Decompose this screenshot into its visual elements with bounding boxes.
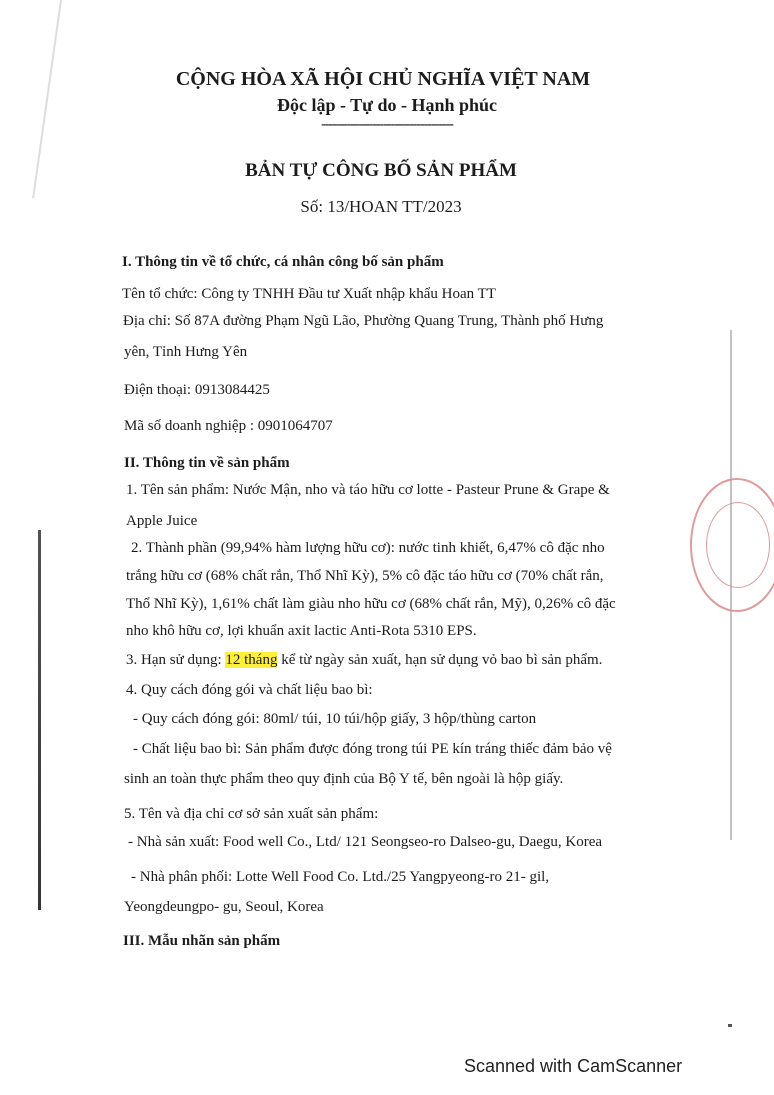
packaging-heading: 4. Quy cách đóng gói và chất liệu bao bì:	[126, 682, 373, 698]
ingredients-line3: Thổ Nhĩ Kỳ), 1,61% chất làm giàu nho hữu cơ (68% chất rắn, Mỹ), 0,26% cô đặc	[126, 596, 616, 612]
org-address-line1: Địa chỉ: Số 87A đường Phạm Ngũ Lão, Phường Quang Trung, Thành phố Hưng	[123, 313, 604, 329]
section3-heading: III. Mẫu nhãn sản phẩm	[123, 933, 281, 949]
manufacturer: - Nhà sản xuất: Food well Co., Ltd/ 121 Seongseo-ro Dalseo-gu, Daegu, Korea	[128, 834, 603, 850]
distributor-line2: Yeongdeungpo- gu, Seoul, Korea	[124, 899, 324, 915]
ingredients-line4: nho khô hữu cơ, lợi khuẩn axit lactic Anti-Rota 5310 EPS.	[126, 623, 477, 639]
scan-edge-left	[38, 530, 41, 910]
packaging-material-line1: - Chất liệu bao bì: Sản phẩm được đóng trong túi PE kín tráng thiếc đảm bảo vệ	[133, 741, 612, 757]
national-motto: Độc lập - Tự do - Hạnh phúc	[276, 95, 498, 115]
org-address-line2: yên, Tỉnh Hưng Yên	[124, 344, 248, 360]
distributor-line1: - Nhà phân phối: Lotte Well Food Co. Ltd./25 Yangpyeong-ro 21- gil,	[131, 869, 550, 885]
document-number: Số: 13/HOAN TT/2023	[300, 197, 462, 216]
shelf-life-suffix: kể từ ngày sản xuất, hạn sử dụng vỏ bao bì sản phẩm.	[277, 652, 603, 668]
org-tax-code: Mã số doanh nghiệp : 0901064707	[124, 418, 333, 434]
packaging-material-line2: sinh an toàn thực phẩm theo quy định của Bộ Y tế, bên ngoài là hộp giấy.	[124, 771, 564, 787]
country-header: CỘNG HÒA XÃ HỘI CHỦ NGHĨA VIỆT NAM	[175, 68, 591, 90]
shelf-life-line	[126, 652, 602, 669]
document-title: BẢN TỰ CÔNG BỐ SẢN PHẨM	[245, 160, 517, 181]
header-separator: ------------------------------------	[321, 117, 453, 132]
ingredients-line1: 2. Thành phần (99,94% hàm lượng hữu cơ): nước tinh khiết, 6,47% cô đặc nho	[131, 540, 605, 556]
section2-heading: II. Thông tin về sản phẩm	[124, 455, 290, 471]
shelf-life-prefix: 3. Hạn sử dụng:	[126, 652, 226, 668]
product-name-line1: 1. Tên sản phẩm: Nước Mận, nho và táo hữu cơ lotte - Pasteur Prune & Grape &	[126, 482, 610, 498]
product-name-line2: Apple Juice	[126, 513, 198, 529]
section1-heading: I. Thông tin về tổ chức, cá nhân công bố sản phẩm	[122, 254, 444, 270]
org-name: Tên tổ chức: Công ty TNHH Đầu tư Xuất nhập khẩu Hoan TT	[122, 286, 496, 302]
shelf-life-highlight: 12 tháng	[225, 652, 278, 668]
scan-speck	[728, 1024, 732, 1027]
camscanner-watermark: Scanned with CamScanner	[464, 1056, 683, 1076]
manufacturer-heading: 5. Tên và địa chỉ cơ sở sản xuất sản phẩm:	[124, 806, 379, 822]
ingredients-line2: trắng hữu cơ (68% chất rắn, Thổ Nhĩ Kỳ), 5% cô đặc táo hữu cơ (70% chất rắn,	[126, 568, 604, 584]
red-seal-stamp	[690, 478, 774, 612]
org-phone: Điện thoại: 0913084425	[124, 382, 270, 398]
packaging-spec: - Quy cách đóng gói: 80ml/ túi, 10 túi/hộp giấy, 3 hộp/thùng carton	[133, 711, 537, 727]
stamp-inner-ring	[706, 502, 770, 588]
